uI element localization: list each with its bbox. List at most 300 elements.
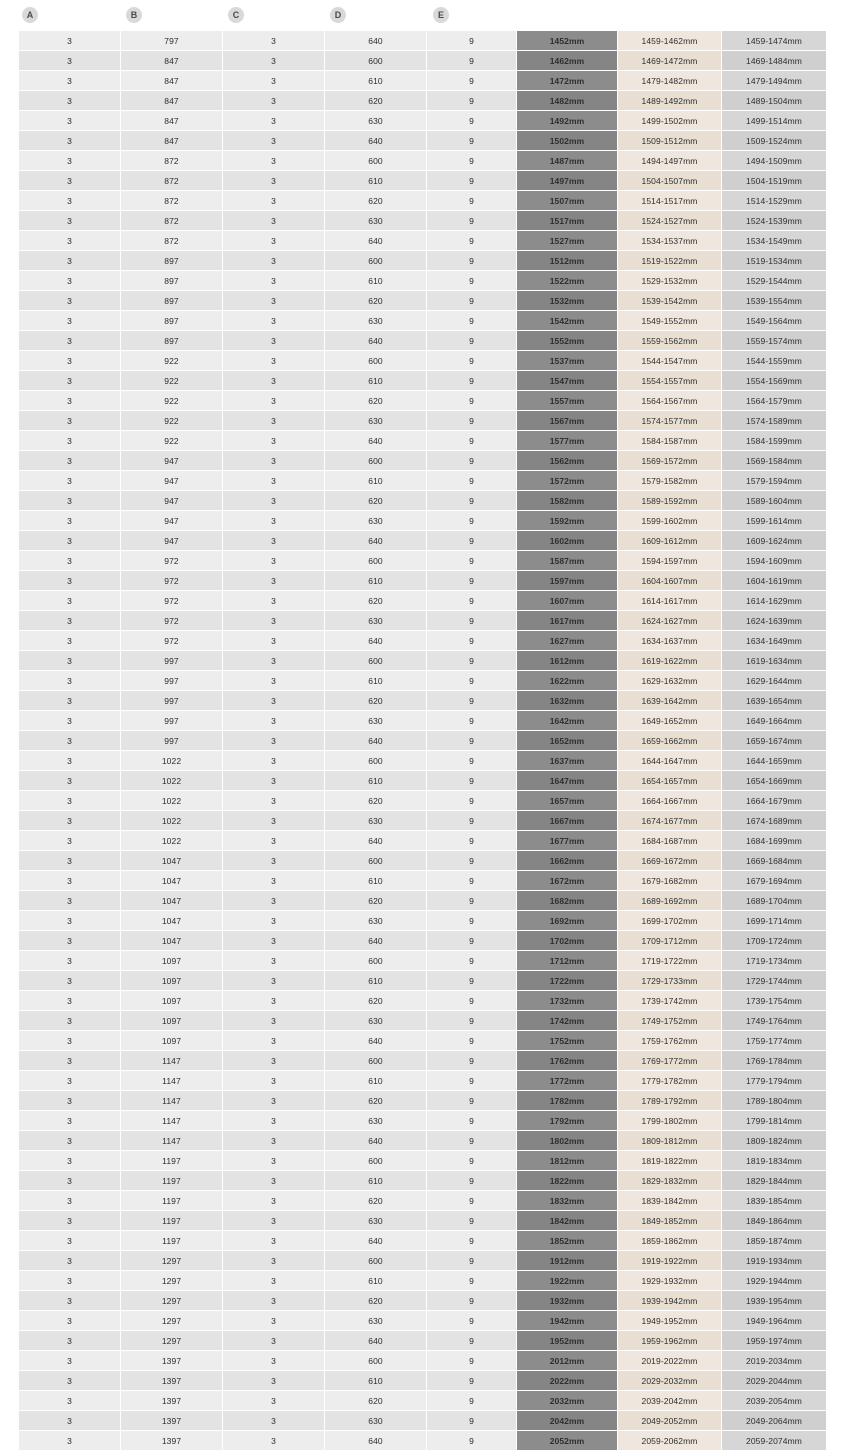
table-cell-a: 3	[19, 651, 121, 671]
table-cell-e: 9	[427, 531, 517, 551]
table-cell-b: 872	[121, 171, 223, 191]
table-cell-a: 3	[19, 1031, 121, 1051]
table-cell-b: 1047	[121, 851, 223, 871]
table-cell-c: 3	[223, 491, 325, 511]
table-cell-b: 1297	[121, 1291, 223, 1311]
table-cell-g: 1644-1647mm	[618, 751, 722, 771]
table-cell-f: 1637mm	[517, 751, 618, 771]
table-cell-f: 1772mm	[517, 1071, 618, 1091]
table-cell-h: 1599-1614mm	[722, 511, 827, 531]
table-cell-g: 1829-1832mm	[618, 1171, 722, 1191]
table-cell-e: 9	[427, 1011, 517, 1031]
table-cell-e: 9	[427, 1391, 517, 1411]
table-cell-e: 9	[427, 51, 517, 71]
table-cell-h: 1809-1824mm	[722, 1131, 827, 1151]
table-cell-c: 3	[223, 831, 325, 851]
table-cell-e: 9	[427, 1091, 517, 1111]
table-cell-b: 1097	[121, 951, 223, 971]
table-row	[19, 1151, 827, 1171]
table-cell-c: 3	[223, 911, 325, 931]
table-cell-a: 3	[19, 1151, 121, 1171]
table-cell-f: 1702mm	[517, 931, 618, 951]
table-cell-a: 3	[19, 331, 121, 351]
table-cell-a: 3	[19, 1431, 121, 1451]
table-cell-h: 1674-1689mm	[722, 811, 827, 831]
table-cell-e: 9	[427, 391, 517, 411]
table-cell-g: 1499-1502mm	[618, 111, 722, 131]
table-cell-g: 1729-1733mm	[618, 971, 722, 991]
table-cell-c: 3	[223, 111, 325, 131]
table-cell-b: 1097	[121, 1031, 223, 1051]
table-cell-e: 9	[427, 1411, 517, 1431]
table-cell-b: 997	[121, 711, 223, 731]
table-row	[19, 671, 827, 691]
table-cell-c: 3	[223, 871, 325, 891]
table-row	[19, 1051, 827, 1071]
table-cell-b: 847	[121, 131, 223, 151]
table-cell-a: 3	[19, 71, 121, 91]
table-cell-h: 1489-1504mm	[722, 91, 827, 111]
table-cell-c: 3	[223, 91, 325, 111]
table-cell-a: 3	[19, 891, 121, 911]
table-cell-f: 1527mm	[517, 231, 618, 251]
table-cell-g: 2029-2032mm	[618, 1371, 722, 1391]
table-cell-d: 610	[325, 171, 427, 191]
table-cell-a: 3	[19, 1131, 121, 1151]
table-cell-b: 947	[121, 471, 223, 491]
table-cell-g: 1524-1527mm	[618, 211, 722, 231]
table-cell-c: 3	[223, 691, 325, 711]
table-row	[19, 1431, 827, 1451]
table-cell-d: 610	[325, 771, 427, 791]
table-cell-f: 1842mm	[517, 1211, 618, 1231]
table-cell-c: 3	[223, 271, 325, 291]
table-row	[19, 611, 827, 631]
table-cell-f: 1502mm	[517, 131, 618, 151]
table-cell-d: 640	[325, 131, 427, 151]
table-cell-b: 1297	[121, 1271, 223, 1291]
table-cell-b: 1147	[121, 1111, 223, 1131]
table-cell-d: 630	[325, 1411, 427, 1431]
table-row	[19, 971, 827, 991]
table-cell-f: 1582mm	[517, 491, 618, 511]
table-cell-h: 1559-1574mm	[722, 331, 827, 351]
table-cell-f: 1522mm	[517, 271, 618, 291]
table-cell-f: 1552mm	[517, 331, 618, 351]
table-cell-c: 3	[223, 711, 325, 731]
table-cell-e: 9	[427, 271, 517, 291]
table-cell-f: 1812mm	[517, 1151, 618, 1171]
table-cell-a: 3	[19, 551, 121, 571]
table-body	[19, 31, 827, 1451]
table-cell-f: 1642mm	[517, 711, 618, 731]
table-cell-h: 1654-1669mm	[722, 771, 827, 791]
table-row	[19, 1011, 827, 1031]
table-cell-c: 3	[223, 71, 325, 91]
table-cell-c: 3	[223, 651, 325, 671]
table-row	[19, 311, 827, 331]
table-cell-f: 1602mm	[517, 531, 618, 551]
table-cell-d: 630	[325, 711, 427, 731]
table-cell-g: 1539-1542mm	[618, 291, 722, 311]
table-cell-g: 1529-1532mm	[618, 271, 722, 291]
table-cell-b: 997	[121, 731, 223, 751]
table-cell-d: 630	[325, 1111, 427, 1131]
table-cell-c: 3	[223, 1191, 325, 1211]
table-cell-c: 3	[223, 151, 325, 171]
table-cell-d: 640	[325, 931, 427, 951]
table-cell-a: 3	[19, 571, 121, 591]
table-cell-f: 1752mm	[517, 1031, 618, 1051]
table-cell-e: 9	[427, 191, 517, 211]
table-cell-c: 3	[223, 611, 325, 631]
table-cell-e: 9	[427, 1071, 517, 1091]
table-cell-a: 3	[19, 1211, 121, 1231]
table-cell-e: 9	[427, 91, 517, 111]
table-cell-a: 3	[19, 1351, 121, 1371]
table-cell-a: 3	[19, 1011, 121, 1031]
table-cell-d: 600	[325, 551, 427, 571]
table-cell-c: 3	[223, 1151, 325, 1171]
table-cell-b: 1022	[121, 831, 223, 851]
table-cell-e: 9	[427, 651, 517, 671]
table-cell-c: 3	[223, 431, 325, 451]
table-cell-b: 1297	[121, 1251, 223, 1271]
table-cell-g: 1929-1932mm	[618, 1271, 722, 1291]
table-cell-d: 600	[325, 51, 427, 71]
table-cell-d: 610	[325, 271, 427, 291]
table-cell-h: 1554-1569mm	[722, 371, 827, 391]
table-cell-c: 3	[223, 51, 325, 71]
table-cell-a: 3	[19, 671, 121, 691]
table-cell-a: 3	[19, 291, 121, 311]
table-cell-b: 1047	[121, 871, 223, 891]
table-cell-f: 1562mm	[517, 451, 618, 471]
table-cell-a: 3	[19, 831, 121, 851]
table-cell-a: 3	[19, 1111, 121, 1131]
table-cell-f: 1512mm	[517, 251, 618, 271]
table-cell-a: 3	[19, 1331, 121, 1351]
table-cell-h: 1604-1619mm	[722, 571, 827, 591]
table-cell-d: 630	[325, 811, 427, 831]
table-cell-b: 1097	[121, 971, 223, 991]
table-cell-d: 640	[325, 831, 427, 851]
table-cell-c: 3	[223, 1071, 325, 1091]
table-cell-a: 3	[19, 1271, 121, 1291]
table-cell-d: 640	[325, 231, 427, 251]
table-cell-d: 620	[325, 1091, 427, 1111]
table-cell-g: 1564-1567mm	[618, 391, 722, 411]
table-cell-b: 1147	[121, 1131, 223, 1151]
table-cell-b: 1022	[121, 811, 223, 831]
table-cell-h: 1839-1854mm	[722, 1191, 827, 1211]
table-cell-e: 9	[427, 1211, 517, 1231]
table-cell-e: 9	[427, 491, 517, 511]
table-cell-b: 1197	[121, 1171, 223, 1191]
table-cell-h: 1529-1544mm	[722, 271, 827, 291]
table-cell-f: 1672mm	[517, 871, 618, 891]
table-cell-d: 620	[325, 791, 427, 811]
table-cell-d: 620	[325, 1291, 427, 1311]
table-cell-c: 3	[223, 731, 325, 751]
table-cell-e: 9	[427, 931, 517, 951]
table-cell-g: 2039-2042mm	[618, 1391, 722, 1411]
table-cell-h: 1669-1684mm	[722, 851, 827, 871]
table-cell-a: 3	[19, 311, 121, 331]
table-cell-g: 1654-1657mm	[618, 771, 722, 791]
table-cell-g: 1624-1627mm	[618, 611, 722, 631]
table-cell-a: 3	[19, 371, 121, 391]
table-cell-g: 1674-1677mm	[618, 811, 722, 831]
table-row	[19, 1031, 827, 1051]
table-cell-c: 3	[223, 851, 325, 871]
table-cell-d: 630	[325, 411, 427, 431]
table-cell-d: 630	[325, 611, 427, 631]
table-cell-c: 3	[223, 1291, 325, 1311]
table-cell-f: 1597mm	[517, 571, 618, 591]
table-cell-a: 3	[19, 91, 121, 111]
table-row	[19, 91, 827, 111]
table-cell-b: 1047	[121, 911, 223, 931]
table-cell-d: 610	[325, 1171, 427, 1191]
table-cell-e: 9	[427, 951, 517, 971]
table-cell-e: 9	[427, 111, 517, 131]
table-cell-a: 3	[19, 1371, 121, 1391]
table-cell-a: 3	[19, 1311, 121, 1331]
table-row	[19, 291, 827, 311]
table-cell-d: 610	[325, 471, 427, 491]
table-cell-c: 3	[223, 131, 325, 151]
table-cell-h: 1539-1554mm	[722, 291, 827, 311]
table-cell-b: 897	[121, 311, 223, 331]
table-cell-h: 1919-1934mm	[722, 1251, 827, 1271]
table-cell-f: 1577mm	[517, 431, 618, 451]
table-cell-e: 9	[427, 1031, 517, 1051]
table-row	[19, 951, 827, 971]
table-cell-d: 600	[325, 151, 427, 171]
table-cell-f: 1782mm	[517, 1091, 618, 1111]
table-cell-h: 1534-1549mm	[722, 231, 827, 251]
table-cell-e: 9	[427, 891, 517, 911]
table-cell-c: 3	[223, 1171, 325, 1191]
table-row	[19, 1251, 827, 1271]
table-cell-g: 1649-1652mm	[618, 711, 722, 731]
table-cell-c: 3	[223, 1031, 325, 1051]
table-row	[19, 891, 827, 911]
table-cell-a: 3	[19, 511, 121, 531]
table-row	[19, 1271, 827, 1291]
table-cell-h: 1739-1754mm	[722, 991, 827, 1011]
table-cell-d: 630	[325, 211, 427, 231]
table-cell-e: 9	[427, 831, 517, 851]
table-cell-b: 847	[121, 71, 223, 91]
table-cell-e: 9	[427, 1291, 517, 1311]
table-cell-g: 1519-1522mm	[618, 251, 722, 271]
table-cell-b: 972	[121, 591, 223, 611]
table-row	[19, 1311, 827, 1331]
table-cell-d: 600	[325, 1251, 427, 1271]
table-cell-b: 1147	[121, 1051, 223, 1071]
table-cell-e: 9	[427, 371, 517, 391]
table-cell-f: 1482mm	[517, 91, 618, 111]
table-row	[19, 1351, 827, 1371]
table-cell-e: 9	[427, 851, 517, 871]
table-cell-c: 3	[223, 771, 325, 791]
table-cell-d: 630	[325, 511, 427, 531]
table-row	[19, 191, 827, 211]
table-row	[19, 131, 827, 151]
table-cell-g: 1544-1547mm	[618, 351, 722, 371]
table-cell-a: 3	[19, 211, 121, 231]
table-cell-h: 1949-1964mm	[722, 1311, 827, 1331]
table-row	[19, 1331, 827, 1351]
table-cell-b: 1097	[121, 1011, 223, 1031]
table-cell-h: 2039-2054mm	[722, 1391, 827, 1411]
table-cell-h: 1504-1519mm	[722, 171, 827, 191]
table-cell-c: 3	[223, 211, 325, 231]
table-cell-h: 1639-1654mm	[722, 691, 827, 711]
table-cell-b: 872	[121, 231, 223, 251]
table-cell-g: 1679-1682mm	[618, 871, 722, 891]
table-cell-c: 3	[223, 751, 325, 771]
table-cell-f: 1942mm	[517, 1311, 618, 1331]
table-row	[19, 491, 827, 511]
table-cell-d: 630	[325, 1311, 427, 1331]
table-cell-d: 620	[325, 91, 427, 111]
table-cell-h: 1634-1649mm	[722, 631, 827, 651]
table-cell-c: 3	[223, 811, 325, 831]
table-cell-b: 922	[121, 351, 223, 371]
table-cell-d: 640	[325, 731, 427, 751]
table-row	[19, 1131, 827, 1151]
table-cell-c: 3	[223, 451, 325, 471]
table-row	[19, 371, 827, 391]
table-cell-a: 3	[19, 471, 121, 491]
table-cell-g: 1534-1537mm	[618, 231, 722, 251]
column-marker-row	[0, 0, 844, 30]
table-cell-a: 3	[19, 151, 121, 171]
table-cell-g: 1494-1497mm	[618, 151, 722, 171]
table-cell-d: 610	[325, 1071, 427, 1091]
table-cell-a: 3	[19, 751, 121, 771]
table-cell-c: 3	[223, 1091, 325, 1111]
table-cell-a: 3	[19, 691, 121, 711]
table-cell-b: 897	[121, 251, 223, 271]
table-row	[19, 51, 827, 71]
table-cell-a: 3	[19, 711, 121, 731]
table-row	[19, 31, 827, 51]
table-cell-f: 1607mm	[517, 591, 618, 611]
table-cell-b: 922	[121, 411, 223, 431]
table-cell-b: 847	[121, 111, 223, 131]
table-cell-f: 1802mm	[517, 1131, 618, 1151]
table-cell-e: 9	[427, 351, 517, 371]
table-cell-g: 1739-1742mm	[618, 991, 722, 1011]
table-cell-g: 1799-1802mm	[618, 1111, 722, 1131]
table-cell-d: 610	[325, 571, 427, 591]
table-cell-b: 1047	[121, 891, 223, 911]
table-cell-h: 1549-1564mm	[722, 311, 827, 331]
table-cell-b: 1197	[121, 1151, 223, 1171]
table-cell-b: 897	[121, 291, 223, 311]
table-cell-d: 600	[325, 451, 427, 471]
table-cell-a: 3	[19, 1391, 121, 1411]
table-cell-g: 1939-1942mm	[618, 1291, 722, 1311]
table-cell-h: 1624-1639mm	[722, 611, 827, 631]
table-cell-g: 1629-1632mm	[618, 671, 722, 691]
table-cell-b: 997	[121, 651, 223, 671]
table-cell-h: 1499-1514mm	[722, 111, 827, 131]
table-cell-h: 1819-1834mm	[722, 1151, 827, 1171]
table-row	[19, 1091, 827, 1111]
table-row	[19, 811, 827, 831]
table-cell-e: 9	[427, 791, 517, 811]
table-cell-a: 3	[19, 491, 121, 511]
table-cell-g: 1684-1687mm	[618, 831, 722, 851]
table-cell-h: 1929-1944mm	[722, 1271, 827, 1291]
table-cell-d: 620	[325, 391, 427, 411]
table-cell-b: 872	[121, 211, 223, 231]
table-cell-e: 9	[427, 1051, 517, 1071]
table-cell-a: 3	[19, 731, 121, 751]
table-cell-c: 3	[223, 791, 325, 811]
table-cell-f: 1592mm	[517, 511, 618, 531]
table-cell-a: 3	[19, 1231, 121, 1251]
table-row	[19, 71, 827, 91]
table-cell-c: 3	[223, 1411, 325, 1431]
table-cell-b: 1022	[121, 791, 223, 811]
table-cell-h: 1859-1874mm	[722, 1231, 827, 1251]
table-cell-h: 1799-1814mm	[722, 1111, 827, 1131]
table-cell-d: 600	[325, 1351, 427, 1371]
table-cell-g: 1959-1962mm	[618, 1331, 722, 1351]
table-row	[19, 751, 827, 771]
table-cell-d: 630	[325, 911, 427, 931]
table-cell-e: 9	[427, 691, 517, 711]
table-cell-d: 610	[325, 1271, 427, 1291]
table-cell-g: 1659-1662mm	[618, 731, 722, 751]
table-cell-f: 1547mm	[517, 371, 618, 391]
table-cell-h: 1684-1699mm	[722, 831, 827, 851]
table-cell-f: 1647mm	[517, 771, 618, 791]
table-cell-c: 3	[223, 1371, 325, 1391]
table-cell-e: 9	[427, 291, 517, 311]
table-cell-c: 3	[223, 1231, 325, 1251]
table-cell-d: 620	[325, 491, 427, 511]
table-cell-h: 1579-1594mm	[722, 471, 827, 491]
table-row	[19, 651, 827, 671]
table-cell-g: 1489-1492mm	[618, 91, 722, 111]
table-row	[19, 531, 827, 551]
table-cell-d: 630	[325, 311, 427, 331]
table-cell-c: 3	[223, 311, 325, 331]
table-cell-f: 1587mm	[517, 551, 618, 571]
table-cell-e: 9	[427, 431, 517, 451]
table-row	[19, 1071, 827, 1091]
table-cell-f: 1627mm	[517, 631, 618, 651]
table-cell-f: 2052mm	[517, 1431, 618, 1451]
table-cell-c: 3	[223, 231, 325, 251]
table-cell-b: 872	[121, 151, 223, 171]
table-cell-e: 9	[427, 711, 517, 731]
table-cell-h: 2019-2034mm	[722, 1351, 827, 1371]
table-cell-d: 600	[325, 251, 427, 271]
table-cell-b: 922	[121, 391, 223, 411]
table-cell-b: 972	[121, 611, 223, 631]
measurement-table	[18, 30, 827, 1451]
table-cell-g: 1949-1952mm	[618, 1311, 722, 1331]
table-cell-f: 1952mm	[517, 1331, 618, 1351]
